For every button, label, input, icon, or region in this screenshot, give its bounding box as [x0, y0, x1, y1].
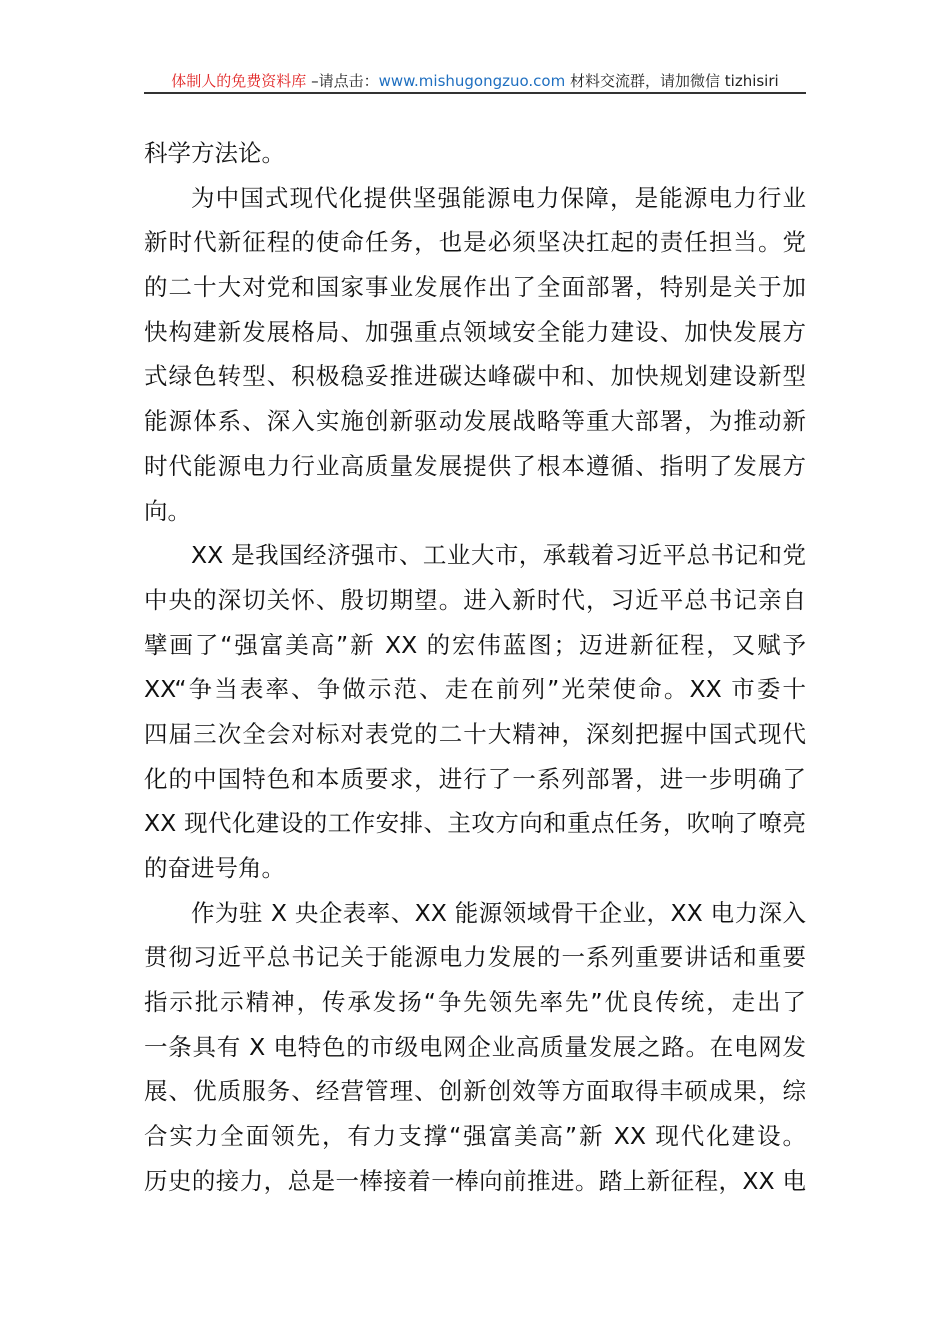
header-contact: 材料交流群，请加微信 tizhisiri — [565, 72, 779, 90]
text-line: XX“争当表率、争做示范、走在前列”光荣使命。XX 市委十 — [144, 675, 806, 704]
text-line: XX 现代化建设的工作安排、主攻方向和重点任务，吹响了嘹亮 — [144, 809, 806, 838]
text-line: 式绿色转型、积极稳妥推进碳达峰碳中和、加快规划建设新型 — [144, 362, 806, 391]
text-line: 为中国式现代化提供坚强能源电力保障，是能源电力行业 — [191, 183, 806, 212]
text-line: 科学方法论。 — [144, 139, 285, 167]
text-line: 擘画了“强富美高”新 XX 的宏伟蓝图；迈进新征程，又赋予 — [144, 630, 806, 659]
text-line: 化的中国特色和本质要求，进行了一系列部署，进一步明确了 — [144, 764, 806, 793]
text-line: 合实力全面领先，有力支撑“强富美高”新 XX 现代化建设。 — [144, 1122, 806, 1151]
text-line: 向。 — [144, 496, 191, 525]
text-line: 作为驻 X 央企表率、XX 能源领域骨干企业，XX 电力深入 — [191, 898, 806, 927]
text-line: 快构建新发展格局、加强重点领域安全能力建设、加快发展方 — [144, 317, 806, 346]
text-line: 的二十大对党和国家事业发展作出了全面部署，特别是关于加 — [144, 273, 806, 302]
text-line: 一条具有 X 电特色的市级电网企业高质量发展之路。在电网发 — [144, 1032, 806, 1061]
text-line: 历史的接力，总是一棒接着一棒向前推进。踏上新征程，XX 电 — [144, 1166, 806, 1195]
text-line: 四届三次全会对标对表党的二十大精神，深刻把握中国式现代 — [144, 719, 806, 748]
text-line: 展、优质服务、经营管理、创新创效等方面取得丰硕成果，综 — [144, 1077, 806, 1106]
document-body — [144, 131, 806, 1204]
text-line: 的奋进号角。 — [144, 854, 285, 882]
website-link[interactable]: www.mishugongzuo.com — [378, 72, 566, 90]
text-line: 指示批示精神，传承发扬“争先领先率先”优良传统，走出了 — [144, 988, 806, 1017]
text-line: 贯彻习近平总书记关于能源电力发展的一系列重要讲话和重要 — [144, 943, 806, 972]
text-line: XX 是我国经济强市、工业大市，承载着习近平总书记和党 — [191, 541, 806, 570]
text-line: 新时代新征程的使命任务，也是必须坚决扛起的责任担当。党 — [144, 228, 806, 257]
text-line: 时代能源电力行业高质量发展提供了根本遵循、指明了发展方 — [144, 451, 806, 480]
site-name: 体制人的免费资料库 — [171, 72, 307, 90]
page-header-banner — [144, 70, 806, 94]
text-line: 能源体系、深入实施创新驱动发展战略等重大部署，为推动新 — [144, 407, 806, 436]
header-prompt: –请点击： — [306, 72, 379, 90]
text-line: 中央的深切关怀、殷切期望。进入新时代，习近平总书记亲自 — [144, 585, 806, 614]
